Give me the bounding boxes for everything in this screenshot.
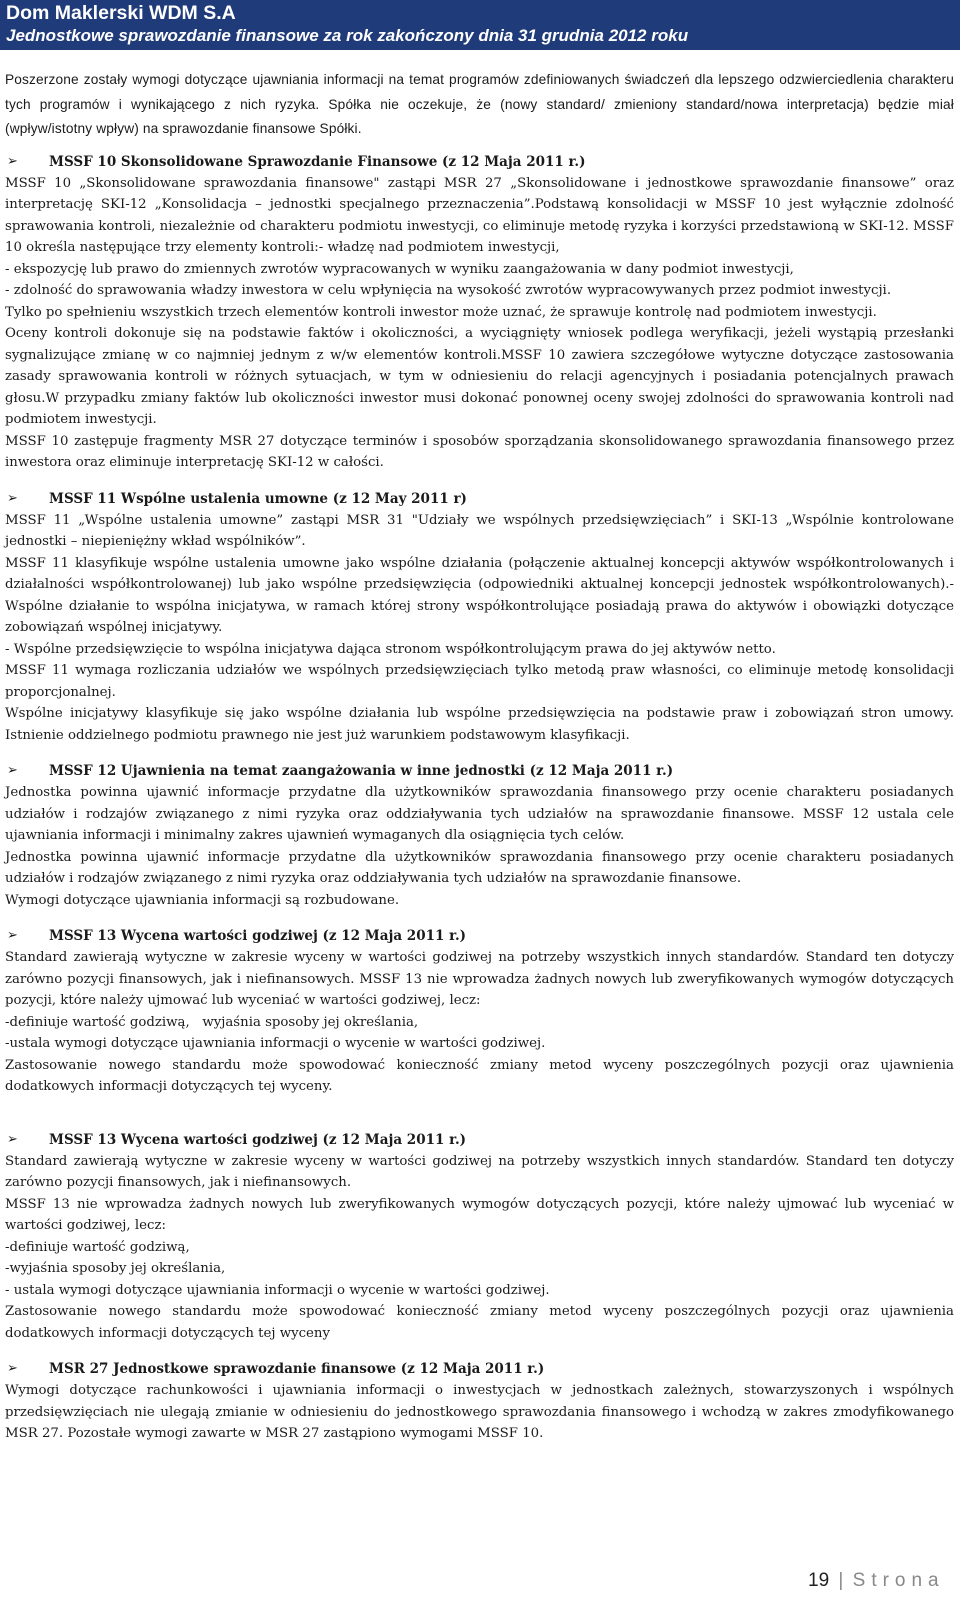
paragraph: MSSF 13 nie wprowadza żadnych nowych lub zweryfikowanych wymogów dotyczących pozycji, które należy ujmować lub wyceniać w wartości godziwej, lecz: xyxy=(5,1196,954,1233)
paragraph: -definiuje wartość godziwą, wyjaśnia sposoby jej określania, xyxy=(5,1014,419,1030)
footer-separator: | xyxy=(838,1570,844,1591)
paragraph: Standard zawierają wytyczne w zakresie wyceny w wartości godziwej na potrzeby wszystkich innych standardów. Standard ten dotyczy zarówno pozycji finansowych, jak i niefinansowych. MSSF 13 nie wprowadza żadnych nowych lub zweryfikowanych wymogów dotyczących pozycji, które należy ujmować lub wyceniać w wartości godziwej, lecz: xyxy=(5,950,954,1008)
section-heading-mssf13 xyxy=(5,925,954,947)
report-title: Jednostkowe sprawozdanie finansowe za rok zakończony dnia 31 grudnia 2012 roku xyxy=(6,26,689,45)
bullet-arrow-icon: ➢ xyxy=(7,490,18,506)
paragraph: -wyjaśnia sposoby jej określania, xyxy=(5,1261,226,1276)
bullet-arrow-icon: ➢ xyxy=(7,928,18,943)
bullet-arrow-icon: ➢ xyxy=(7,1361,18,1376)
bullet-arrow-icon: ➢ xyxy=(7,153,18,169)
page-number: 19 xyxy=(808,1570,830,1591)
section-heading-mssf13-repeat xyxy=(5,1129,954,1151)
section-heading-text: MSSF 13 Wycena wartości godziwej (z 12 Maja 2011 r.) xyxy=(49,1131,467,1148)
paragraph: Wspólne inicjatywy klasyfikuje się jako wspólne działania lub wspólne przedsięwzięcia na podstawie praw i zobowiązań stron umowy. Istnienie oddzielnego podmiotu prawnego nie jest już warunkiem podstawowym klasyfikacji. xyxy=(5,706,954,743)
paragraph: MSSF 10 zastępuje fragmenty MSR 27 dotyczące terminów i sposobów sporządzania skonsolidowanego sprawozdania finansowego przez inwestora oraz eliminuje interpretację SKI-12 w całości. xyxy=(5,433,954,470)
paragraph: -definiuje wartość godziwą, xyxy=(5,1239,190,1255)
paragraph: - Wspólne przedsięwzięcie to wspólna inicjatywa dająca stronom współkontrolującym prawa do jej aktywów netto. xyxy=(5,641,776,657)
paragraph: -ustala wymogi dotyczące ujawniania informacji o wycenie w wartości godziwej. xyxy=(5,1036,546,1051)
paragraph: Wymogi dotyczące ujawniania informacji są rozbudowane. xyxy=(5,892,400,908)
section-heading-mssf10 xyxy=(5,151,954,173)
section-heading-text: MSSF 12 Ujawnienia na temat zaangażowania w inne jednostki (z 12 Maja 2011 r.) xyxy=(49,763,674,779)
page-footer xyxy=(808,1570,945,1592)
paragraph: Wymogi dotyczące rachunkowości i ujawniania informacji o inwestycjach w jednostkach zależnych, stowarzyszonych i wspólnych przedsięwzięciach nie ulegają zmianie w odniesieniu do jednostkowego sprawozdania finansowego i wchodzą w zakres zmodyfikowanego MSR 27. Pozostałe wymogi zawarte w MSR 27 zastąpiono wymogami MSSF 10. xyxy=(5,1383,954,1441)
paragraph: - ekspozycję lub prawo do zmiennych zwrotów wypracowanych w wyniku zaangażowania w dany podmiot inwestycji, xyxy=(5,261,794,277)
paragraph: Zastosowanie nowego standardu może spowodować konieczność zmiany metod wyceny poszczególnych pozycji oraz ujawnienia dodatkowych informacji dotyczących tej wyceny. xyxy=(5,1057,954,1094)
paragraph: Zastosowanie nowego standardu może spowodować konieczność zmiany metod wyceny poszczególnych pozycji oraz ujawnienia dodatkowych informacji dotyczących tej wyceny xyxy=(5,1304,954,1341)
document-body xyxy=(5,68,954,1445)
paragraph: Standard zawierają wytyczne w zakresie wyceny w wartości godziwej na potrzeby wszystkich innych standardów. Standard ten dotyczy zarówno pozycji finansowych, jak i niefinansowych. xyxy=(5,1153,954,1190)
document-header xyxy=(0,0,960,50)
intro-paragraph: Poszerzone zostały wymogi dotyczące ujawniania informacji na temat programów zdefiniowanych świadczeń dla lepszego odzwierciedlenia charakteru tych programów i wynikającego z nich ryzyka. Spółka nie oczekuje, że (nowy standard/ zmieniony standard/nowa interpretacja) będzie miał (wpływ/istotny wpływ) na sprawozdanie finansowe Spółki. xyxy=(5,72,954,136)
section-heading-mssf12 xyxy=(5,760,954,782)
paragraph: Tylko po spełnieniu wszystkich trzech elementów kontroli inwestor może uznać, że sprawuje kontrolę nad podmiotem inwestycji. xyxy=(5,304,877,320)
paragraph: - zdolność do sprawowania władzy inwestora w celu wpłynięcia na wysokość zwrotów wypracowywanych przez podmiot inwestycji. xyxy=(5,283,892,298)
paragraph: Jednostka powinna ujawnić informacje przydatne dla użytkowników sprawozdania finansowego przy ocenie charakteru posiadanych udziałów i rodzajów związanego z nimi ryzyka oraz oddziaływania tych udziałów na sprawozdanie finansowe. xyxy=(5,849,954,886)
section-heading-text: MSSF 11 Wspólne ustalenia umowne (z 12 May 2011 r) xyxy=(49,490,467,507)
bullet-arrow-icon: ➢ xyxy=(7,763,18,778)
paragraph: Oceny kontroli dokonuje się na podstawie faktów i okoliczności, a wyciągnięty wniosek podlega weryfikacji, jeżeli wystąpią przesłanki sygnalizujące zmianę w co najmniej jednym z w/w elementów kontroli.MSSF 10 zawiera szczegółowe wytyczne dotyczące zastosowania zasady sprawowania kontroli w różnych sytuacjach, w tym w odniesieniu do relacji agencyjnych i posiadania potencjalnych prawach głosu.W przypadku zmiany faktów lub okoliczności inwestor musi dokonać ponownej oceny swojej zdolności do sprawowania kontroli nad podmiotem inwestycji. xyxy=(5,326,954,427)
section-heading-mssf11 xyxy=(5,488,954,510)
paragraph: - ustala wymogi dotyczące ujawniania informacji o wycenie w wartości godziwej. xyxy=(5,1282,550,1298)
section-heading-text: MSSF 10 Skonsolidowane Sprawozdanie Finansowe (z 12 Maja 2011 r.) xyxy=(49,153,586,170)
bullet-arrow-icon: ➢ xyxy=(7,1131,18,1147)
paragraph: MSSF 11 klasyfikuje wspólne ustalenia umowne jako wspólne działania (połączenie aktualnej koncepcji aktywów współkontrolowanych i działalności współkontrolowanej) lub jako wspólne przedsięwzięcia (odpowiedniki aktualnej koncepcji jednostek współkontrolowanych).- Wspólne działanie to wspólna inicjatywa, w ramach której strony współkontrolujące posiadają prawa do aktywów i obowiązki dotyczące zobowiązań wspólnej inicjatywy. xyxy=(5,555,954,635)
paragraph: MSSF 11 wymaga rozliczania udziałów we wspólnych przedsięwzięciach tylko metodą praw własności, co eliminuje metodę konsolidacji proporcjonalnej. xyxy=(5,663,954,700)
section-heading-text: MSR 27 Jednostkowe sprawozdanie finansowe (z 12 Maja 2011 r.) xyxy=(49,1361,545,1377)
paragraph: MSSF 10 „Skonsolidowane sprawozdania finansowe" zastąpi MSR 27 „Skonsolidowane i jednostkowe sprawozdanie finansowe” oraz interpretację SKI-12 „Konsolidacja – jednostki specjalnego przeznaczenia”.Podstawą konsolidacji w MSSF 10 jest wyłącznie zdolność sprawowania kontroli, niezależnie od charakteru podmiotu inwestycji, co eliminuje metodę ryzyka i korzyści przedstawioną w SKI-12. MSSF 10 określa następujące trzy elementy kontroli:- władzę nad podmiotem inwestycji, xyxy=(5,175,954,255)
paragraph: MSSF 11 „Wspólne ustalenia umowne” zastąpi MSR 31 "Udziały we wspólnych przedsięwzięciach” i SKI-13 „Wspólnie kontrolowane jednostki – niepieniężny wkład wspólników”. xyxy=(5,512,954,549)
company-name: Dom Maklerski WDM S.A xyxy=(6,2,236,24)
page-word: Strona xyxy=(852,1570,945,1591)
section-heading-text: MSSF 13 Wycena wartości godziwej (z 12 Maja 2011 r.) xyxy=(49,928,467,944)
paragraph: Jednostka powinna ujawnić informacje przydatne dla użytkowników sprawozdania finansowego przy ocenie charakteru posiadanych udziałów i rodzajów związanego z nimi ryzyka oraz oddziaływania tych udziałów na sprawozdanie finansowe. MSSF 12 ustala cele ujawniania informacji i minimalny zakres ujawnień wymaganych dla osiągnięcia tych celów. xyxy=(5,785,954,843)
section-heading-msr27 xyxy=(5,1358,954,1380)
